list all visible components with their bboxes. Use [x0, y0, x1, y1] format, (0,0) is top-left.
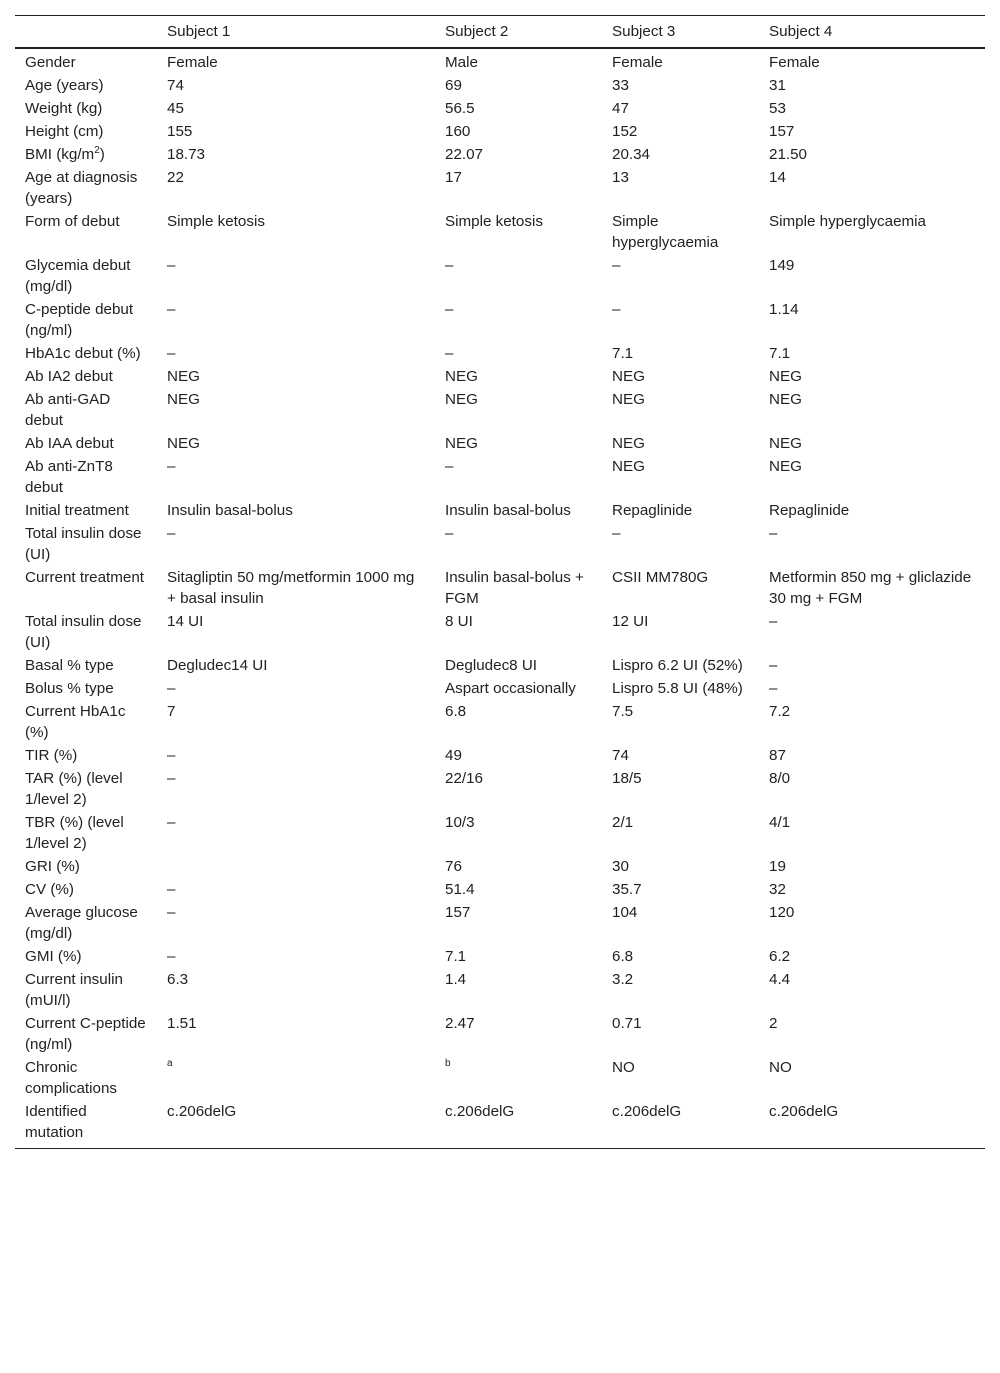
row-label-text: CV (%) — [25, 881, 74, 898]
table-cell-subject-1: 45 — [167, 100, 184, 117]
table-cell-subject-3: Repaglinide — [612, 502, 693, 519]
table-cell-subject-3: 30 — [612, 858, 629, 875]
row-label — [15, 388, 157, 432]
table-cell-subject-3: 7.1 — [612, 345, 634, 362]
table-row — [15, 566, 985, 610]
table-cell-subject-1: c.206delG — [167, 1103, 237, 1120]
table-cell-subject-3: 18/5 — [612, 770, 642, 787]
table-container — [15, 15, 985, 1149]
row-label — [15, 522, 157, 566]
table-cell-subject-4: 87 — [769, 747, 786, 764]
table-cell-subject-2: – — [445, 345, 454, 362]
table-cell-subject-2: NEG — [445, 368, 478, 385]
table-cell-subject-1: – — [167, 525, 176, 542]
table-row — [15, 210, 985, 254]
table-cell-subject-2 — [435, 1056, 602, 1100]
table-cell-subject-3: 13 — [612, 169, 629, 186]
table-cell-subject-4: 19 — [769, 858, 786, 875]
table-cell-subject-4: 120 — [769, 904, 795, 921]
table-row — [15, 945, 985, 968]
table-cell-subject-3: 6.8 — [612, 948, 634, 965]
row-label-text: GRI (%) — [25, 858, 80, 875]
row-label-text: TBR (%) (level 1/level 2) — [25, 814, 124, 852]
table-cell-subject-4: Repaglinide — [769, 502, 850, 519]
table-cell-subject-1: NEG — [167, 391, 200, 408]
row-label-text: Basal % type — [25, 657, 114, 674]
row-label — [15, 677, 157, 700]
table-cell-subject-3: 35.7 — [612, 881, 642, 898]
table-cell-subject-2: Simple ketosis — [445, 213, 543, 230]
table-cell-subject-2: 49 — [445, 747, 462, 764]
table-cell-subject-4: Simple hyperglycaemia — [769, 213, 927, 230]
table-row — [15, 166, 985, 210]
table-cell-subject-3: 104 — [612, 904, 638, 921]
row-label — [15, 298, 157, 342]
table-row — [15, 654, 985, 677]
table-cell-subject-2: 76 — [445, 858, 462, 875]
table-row — [15, 342, 985, 365]
table-cell-subject-3: NO — [612, 1059, 635, 1076]
table-cell-subject-3: 47 — [612, 100, 629, 117]
table-cell-subject-3: NEG — [612, 391, 645, 408]
table-row — [15, 610, 985, 654]
table-cell-subject-2: – — [445, 301, 454, 318]
table-cell-subject-2: 22.07 — [445, 146, 484, 163]
table-cell-subject-4: 32 — [769, 881, 786, 898]
table-cell-subject-1: 22 — [167, 169, 184, 186]
row-label-text: Total insulin dose (UI) — [25, 613, 142, 651]
row-label — [15, 1012, 157, 1056]
row-label — [15, 166, 157, 210]
row-label — [15, 654, 157, 677]
table-cell-subject-2: NEG — [445, 435, 478, 452]
row-label — [15, 968, 157, 1012]
table-row — [15, 968, 985, 1012]
row-label-text: Age at diagnosis (years) — [25, 169, 138, 207]
table-cell-subject-3: – — [612, 257, 621, 274]
table-cell-subject-2: 1.4 — [445, 971, 467, 988]
table-cell-subject-4: 7.1 — [769, 345, 791, 362]
table-cell-subject-2: c.206delG — [445, 1103, 515, 1120]
row-label-text: Gender — [25, 54, 76, 71]
header-cell-subject-4: Subject 4 — [769, 23, 833, 40]
table-row — [15, 388, 985, 432]
table-row — [15, 744, 985, 767]
table-cell-subject-3: Lispro 6.2 UI (52%) — [612, 657, 743, 674]
table-row — [15, 365, 985, 388]
row-label-superscript: 2 — [94, 144, 100, 156]
table-cell-subject-3: – — [612, 525, 621, 542]
table-cell-subject-2: 6.8 — [445, 703, 467, 720]
row-label-text: Current treatment — [25, 569, 145, 586]
table-cell-subject-1: Insulin basal-bolus — [167, 502, 293, 519]
table-cell-subject-1: – — [167, 680, 176, 697]
row-label-text: Bolus % type — [25, 680, 114, 697]
row-label-text: TAR (%) (level 1/level 2) — [25, 770, 123, 808]
table-row — [15, 522, 985, 566]
row-label-text: Average glucose (mg/dl) — [25, 904, 138, 942]
row-label-text: Ab anti-GAD debut — [25, 391, 111, 429]
row-label-text: Height (cm) — [25, 123, 104, 140]
table-cell-subject-1: – — [167, 458, 176, 475]
row-label — [15, 1056, 157, 1100]
table-row — [15, 811, 985, 855]
table-cell-subject-4: c.206delG — [769, 1103, 839, 1120]
table-row — [15, 298, 985, 342]
table-cell-subject-2: 157 — [445, 904, 471, 921]
table-cell-subject-2: 56.5 — [445, 100, 475, 117]
table-row — [15, 855, 985, 878]
table-cell-subject-2: 160 — [445, 123, 471, 140]
table-cell-subject-4: NEG — [769, 368, 802, 385]
table-cell-subject-4: NEG — [769, 458, 802, 475]
table-row — [15, 97, 985, 120]
table-cell-subject-1: – — [167, 301, 176, 318]
table-cell-subject-2: NEG — [445, 391, 478, 408]
footnote-marker: b — [445, 1057, 451, 1069]
table-cell-subject-3: Female — [612, 54, 663, 71]
table-cell-subject-4: 6.2 — [769, 948, 791, 965]
row-label-text: C-peptide debut (ng/ml) — [25, 301, 134, 339]
row-label — [15, 610, 157, 654]
table-cell-subject-4: NEG — [769, 435, 802, 452]
row-label-text: Current HbA1c (%) — [25, 703, 126, 741]
row-label — [15, 365, 157, 388]
table-cell-subject-2: Male — [445, 54, 478, 71]
table-cell-subject-1: Sitagliptin 50 mg/metformin 1000 mg + basal insulin — [167, 569, 415, 607]
table-cell-subject-3: NEG — [612, 435, 645, 452]
table-cell-subject-3: Simple hyperglycaemia — [612, 213, 719, 251]
table-cell-subject-1: – — [167, 904, 176, 921]
table-body — [15, 48, 985, 1149]
row-label — [15, 901, 157, 945]
table-cell-subject-4: NEG — [769, 391, 802, 408]
table-cell-subject-4: 149 — [769, 257, 795, 274]
row-label — [15, 700, 157, 744]
row-label — [15, 878, 157, 901]
table-cell-subject-3: 3.2 — [612, 971, 634, 988]
table-cell-subject-3: 20.34 — [612, 146, 651, 163]
table-cell-subject-3: CSII MM780G — [612, 569, 709, 586]
footnote-marker: a — [167, 1057, 173, 1069]
table-cell-subject-4: 2 — [769, 1015, 778, 1032]
table-cell-subject-1: NEG — [167, 435, 200, 452]
table-cell-subject-2: – — [445, 525, 454, 542]
table-cell-subject-4: NO — [769, 1059, 792, 1076]
table-cell-subject-2: 22/16 — [445, 770, 484, 787]
table-cell-subject-2: 2.47 — [445, 1015, 475, 1032]
table-row — [15, 767, 985, 811]
row-label-text: Current C-peptide (ng/ml) — [25, 1015, 146, 1053]
table-cell-subject-1: – — [167, 257, 176, 274]
row-label-text: Chronic complications — [25, 1059, 118, 1097]
row-label — [15, 254, 157, 298]
table-cell-subject-4: 7.2 — [769, 703, 791, 720]
row-label — [15, 432, 157, 455]
row-label — [15, 120, 157, 143]
table-cell-subject-1 — [157, 1056, 435, 1100]
table-header-row — [15, 16, 985, 49]
table-cell-subject-3: 0.71 — [612, 1015, 642, 1032]
table-cell-subject-4: 8/0 — [769, 770, 791, 787]
table-cell-subject-3: 12 UI — [612, 613, 649, 630]
table-cell-subject-1 — [157, 855, 435, 878]
row-label-text: GMI (%) — [25, 948, 82, 965]
row-label-suffix: ) — [99, 146, 105, 163]
table-cell-subject-3: 2/1 — [612, 814, 634, 831]
row-label — [15, 855, 157, 878]
table-cell-subject-4: 31 — [769, 77, 786, 94]
table-row — [15, 455, 985, 499]
row-label-text: Identified mutation — [25, 1103, 87, 1141]
table-cell-subject-1: Simple ketosis — [167, 213, 265, 230]
table-cell-subject-1: 74 — [167, 77, 184, 94]
row-label-text: Age (years) — [25, 77, 104, 94]
table-cell-subject-4: 53 — [769, 100, 786, 117]
table-cell-subject-1: 155 — [167, 123, 193, 140]
table-row — [15, 254, 985, 298]
table-cell-subject-1: 1.51 — [167, 1015, 197, 1032]
table-cell-subject-2: Insulin basal-bolus — [445, 502, 571, 519]
row-label — [15, 455, 157, 499]
table-cell-subject-1: – — [167, 747, 176, 764]
table-cell-subject-1: 7 — [167, 703, 176, 720]
table-cell-subject-1: 6.3 — [167, 971, 189, 988]
row-label — [15, 1100, 157, 1149]
table-row — [15, 1056, 985, 1100]
table-cell-subject-4: 21.50 — [769, 146, 808, 163]
table-cell-subject-3: c.206delG — [612, 1103, 682, 1120]
subjects-table — [15, 15, 985, 1149]
row-label-text: BMI (kg/m — [25, 146, 95, 163]
row-label-text: HbA1c debut (%) — [25, 345, 141, 362]
table-cell-subject-2: Degludec8 UI — [445, 657, 538, 674]
row-label — [15, 143, 157, 166]
table-cell-subject-4: 1.14 — [769, 301, 799, 318]
table-row — [15, 677, 985, 700]
table-row — [15, 143, 985, 166]
table-cell-subject-4: 4.4 — [769, 971, 791, 988]
table-cell-subject-1: Degludec14 UI — [167, 657, 268, 674]
table-cell-subject-2: Aspart occasionally — [445, 680, 576, 697]
table-cell-subject-2: – — [445, 458, 454, 475]
table-cell-subject-2: 8 UI — [445, 613, 473, 630]
table-row — [15, 1012, 985, 1056]
row-label — [15, 566, 157, 610]
table-cell-subject-3: NEG — [612, 368, 645, 385]
table-cell-subject-3: NEG — [612, 458, 645, 475]
table-cell-subject-1: Female — [167, 54, 218, 71]
row-label-text: Ab IAA debut — [25, 435, 114, 452]
table-cell-subject-1: – — [167, 881, 176, 898]
table-cell-subject-2: 17 — [445, 169, 462, 186]
row-label-text: Initial treatment — [25, 502, 129, 519]
table-cell-subject-4: Metformin 850 mg + gliclazide 30 mg + FGM — [769, 569, 972, 607]
table-row — [15, 901, 985, 945]
row-label — [15, 767, 157, 811]
table-cell-subject-1: 14 UI — [167, 613, 204, 630]
table-row — [15, 432, 985, 455]
table-cell-subject-1: NEG — [167, 368, 200, 385]
table-cell-subject-2: 51.4 — [445, 881, 475, 898]
table-row — [15, 120, 985, 143]
table-cell-subject-3: Lispro 5.8 UI (48%) — [612, 680, 743, 697]
table-cell-subject-3: 152 — [612, 123, 638, 140]
header-cell-blank — [15, 16, 157, 49]
row-label-text: Current insulin (mUI/l) — [25, 971, 123, 1009]
row-label-text: Form of debut — [25, 213, 120, 230]
table-cell-subject-1: – — [167, 948, 176, 965]
table-row — [15, 499, 985, 522]
table-cell-subject-3: 74 — [612, 747, 629, 764]
table-cell-subject-4: – — [769, 613, 778, 630]
row-label — [15, 811, 157, 855]
table-cell-subject-1: – — [167, 345, 176, 362]
table-cell-subject-2: 10/3 — [445, 814, 475, 831]
header-cell-subject-2: Subject 2 — [445, 23, 509, 40]
row-label-text: Total insulin dose (UI) — [25, 525, 142, 563]
table-cell-subject-4: Female — [769, 54, 820, 71]
row-label-text: TIR (%) — [25, 747, 78, 764]
table-cell-subject-4: 157 — [769, 123, 795, 140]
table-cell-subject-3: 33 — [612, 77, 629, 94]
row-label — [15, 74, 157, 97]
table-cell-subject-2: – — [445, 257, 454, 274]
table-cell-subject-2: Insulin basal-bolus + FGM — [445, 569, 584, 607]
row-label — [15, 744, 157, 767]
table-cell-subject-1: – — [167, 770, 176, 787]
table-cell-subject-1: – — [167, 814, 176, 831]
table-cell-subject-1: 18.73 — [167, 146, 206, 163]
row-label-text: Weight (kg) — [25, 100, 103, 117]
row-label — [15, 97, 157, 120]
row-label-text: Ab IA2 debut — [25, 368, 113, 385]
table-cell-subject-3: – — [612, 301, 621, 318]
row-label — [15, 210, 157, 254]
row-label — [15, 945, 157, 968]
table-cell-subject-4: – — [769, 680, 778, 697]
table-row — [15, 74, 985, 97]
row-label — [15, 48, 157, 74]
table-cell-subject-2: 69 — [445, 77, 462, 94]
table-cell-subject-2: 7.1 — [445, 948, 467, 965]
table-row — [15, 700, 985, 744]
row-label-text: Ab anti-ZnT8 debut — [25, 458, 113, 496]
row-label-text: Glycemia debut (mg/dl) — [25, 257, 131, 295]
table-cell-subject-4: – — [769, 657, 778, 674]
table-cell-subject-4: – — [769, 525, 778, 542]
table-cell-subject-4: 4/1 — [769, 814, 791, 831]
header-cell-subject-3: Subject 3 — [612, 23, 676, 40]
row-label — [15, 499, 157, 522]
row-label — [15, 342, 157, 365]
table-row — [15, 48, 985, 74]
table-row — [15, 878, 985, 901]
table-cell-subject-4: 14 — [769, 169, 786, 186]
header-cell-subject-1: Subject 1 — [167, 23, 231, 40]
table-row — [15, 1100, 985, 1149]
table-cell-subject-3: 7.5 — [612, 703, 634, 720]
